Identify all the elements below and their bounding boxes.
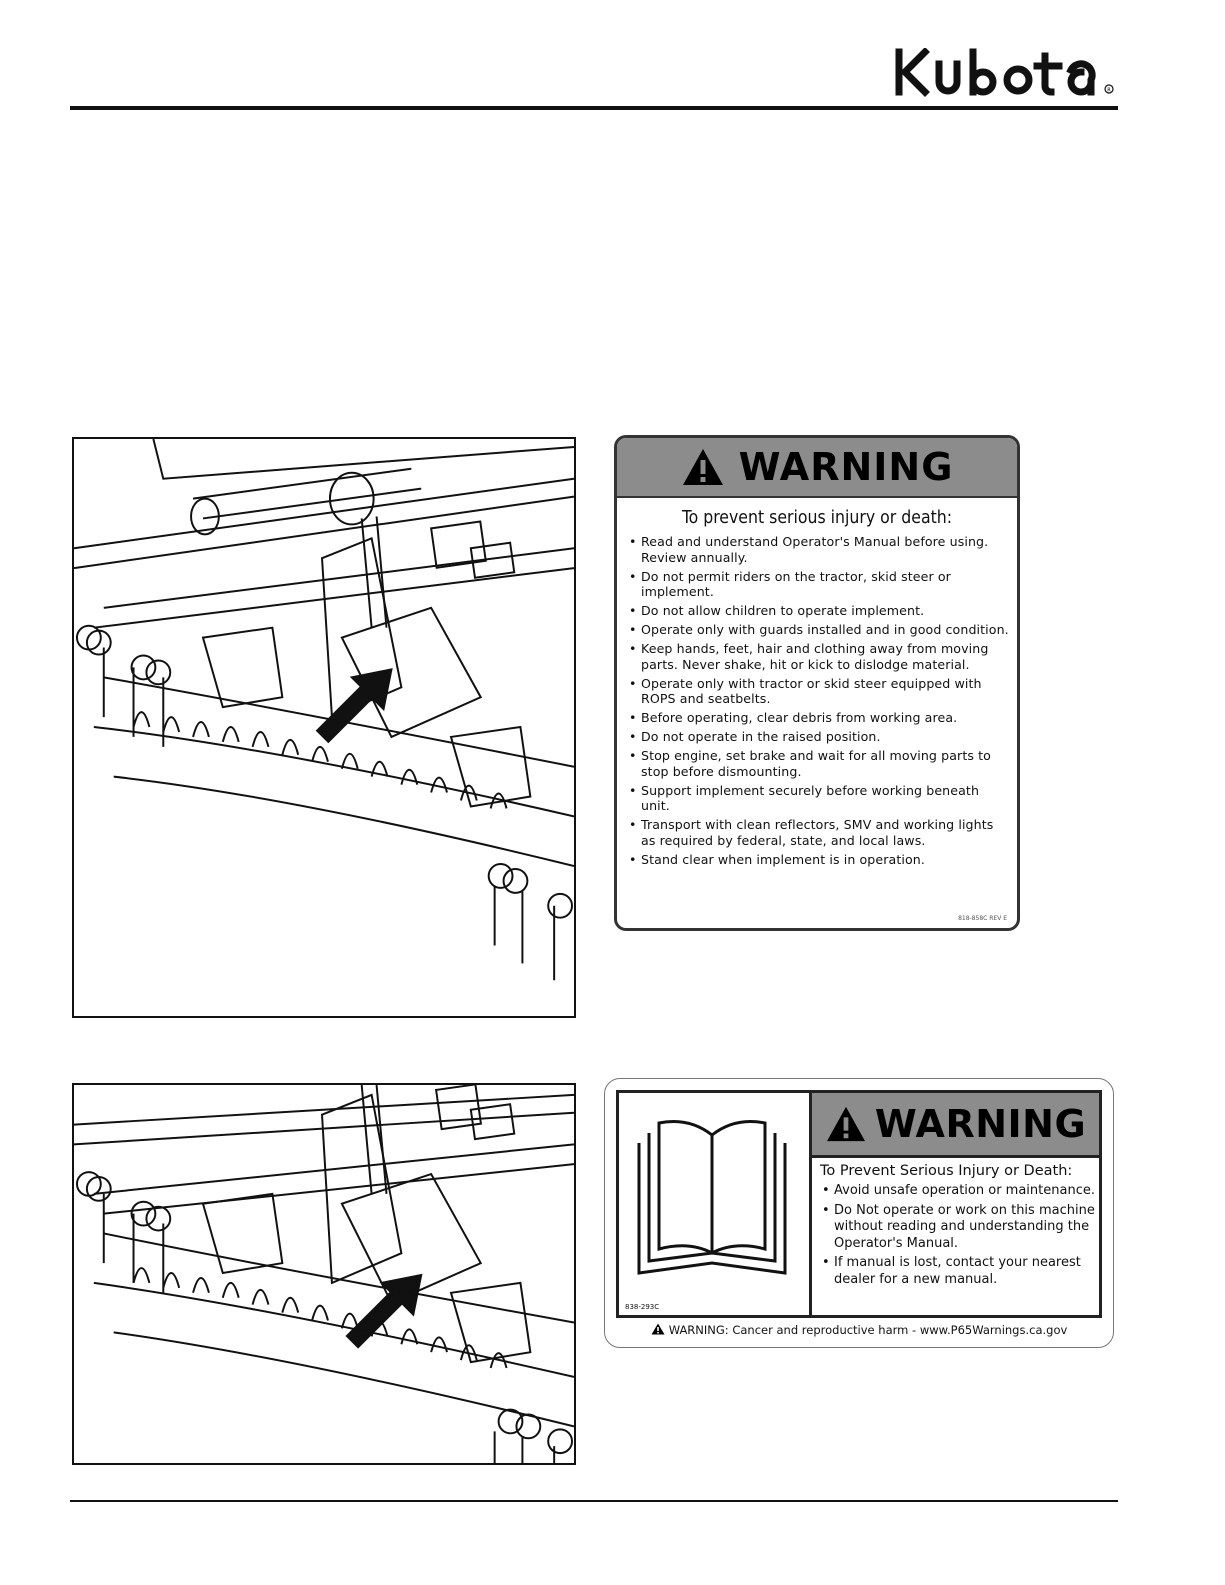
- manual-item: • Do Not operate or work on this machine without reading and understanding the Operator's Manual.: [820, 1203, 1096, 1253]
- warning-triangle-icon: [825, 1105, 867, 1143]
- signal-word: WARNING: [874, 1102, 1087, 1146]
- prop65-warning: [605, 1323, 1113, 1337]
- machine-illustration-1: [72, 437, 576, 1018]
- safety-item: • Support implement securely before working beneath unit.: [629, 783, 1009, 814]
- warning-header: [812, 1093, 1099, 1158]
- header-rule: [70, 106, 1118, 110]
- machine-line-drawing-1: [74, 439, 574, 1016]
- safety-item: • Do not permit riders on the tractor, skid steer or implement.: [629, 569, 1009, 600]
- safety-item: • Read and understand Operator's Manual before using. Review annually.: [629, 534, 1009, 565]
- machine-line-drawing-2: [74, 1085, 574, 1463]
- manual-item: • Avoid unsafe operation or maintenance.: [820, 1183, 1096, 1200]
- safety-item: • Stop engine, set brake and wait for all moving parts to stop before dismounting.: [629, 748, 1009, 779]
- safety-item: • Before operating, clear debris from working area.: [629, 710, 1009, 726]
- safety-item: • Transport with clean reflectors, SMV and working lights as required by federal, state, and local laws.: [629, 817, 1009, 848]
- decal-body: [820, 1163, 1096, 1291]
- safety-item: • Do not allow children to operate implement.: [629, 603, 1009, 619]
- part-code: 838-293C: [625, 1303, 660, 1311]
- machine-illustration-2: [72, 1083, 576, 1465]
- manual-list: [820, 1183, 1096, 1288]
- decal-frame: [616, 1090, 1102, 1318]
- safety-item: • Do not operate in the raised position.: [629, 729, 1009, 745]
- decal-subtitle: To prevent serious injury or death:: [681, 508, 953, 528]
- prop65-text: WARNING: Cancer and reproductive harm - www.P65Warnings.ca.gov: [668, 1323, 1068, 1337]
- book-pane: [619, 1093, 812, 1315]
- signal-word: WARNING: [738, 445, 954, 489]
- warning-triangle-icon: [651, 1323, 665, 1335]
- safety-item: • Keep hands, feet, hair and clothing away from moving parts. Never shake, hit or kick to dislodge material.: [629, 641, 1009, 672]
- safety-list: [617, 534, 1017, 867]
- footer-rule: [70, 1500, 1118, 1502]
- decal-subtitle: To Prevent Serious Injury or Death:: [820, 1163, 1073, 1179]
- warning-decal-safety: [614, 435, 1020, 931]
- svg-text:R: R: [1107, 87, 1111, 94]
- safety-item: • Stand clear when implement is in operation.: [629, 852, 1009, 868]
- manual-item: • If manual is lost, contact your nearest dealer for a new manual.: [820, 1255, 1096, 1288]
- safety-item: • Operate only with tractor or skid steer equipped with ROPS and seatbelts.: [629, 676, 1009, 707]
- kubota-logo: [893, 48, 1118, 98]
- safety-item: • Operate only with guards installed and in good condition.: [629, 622, 1009, 638]
- warning-triangle-icon: [681, 447, 725, 487]
- part-code: 818-858C REV E: [958, 915, 1007, 922]
- warning-decal-manual: [604, 1078, 1114, 1348]
- open-book-icon: [629, 1113, 795, 1283]
- warning-header: [617, 438, 1017, 498]
